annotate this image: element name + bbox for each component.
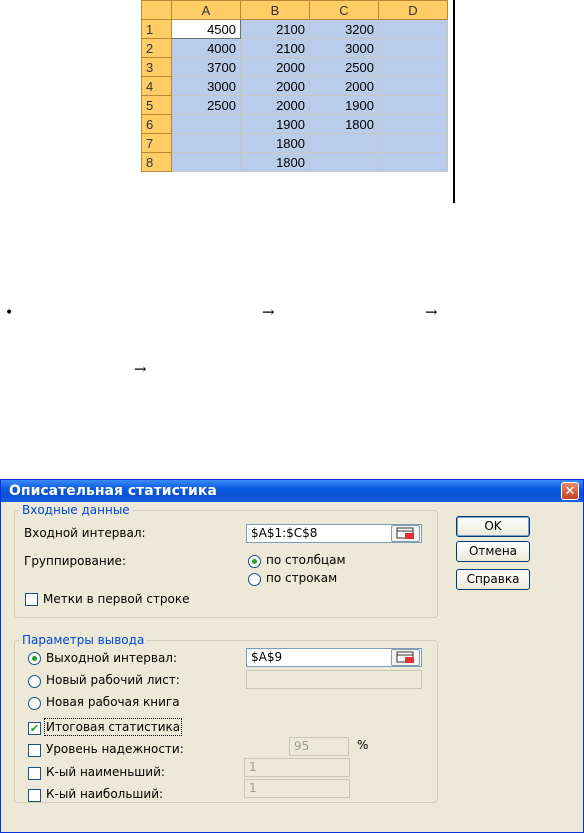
new-sheet-label[interactable]: Новый рабочий лист: xyxy=(46,673,180,687)
output-range-collapse-button[interactable] xyxy=(391,649,420,666)
cell-c1[interactable]: 3200 xyxy=(310,20,379,39)
cell-c6[interactable]: 1800 xyxy=(310,115,379,134)
row-header[interactable]: 5 xyxy=(142,96,172,115)
arrow-icon: → xyxy=(134,360,147,378)
kth-largest-label[interactable]: К-ый наибольший: xyxy=(46,787,164,801)
cell-b7[interactable]: 1800 xyxy=(241,134,310,153)
cell-a8[interactable] xyxy=(172,153,241,172)
new-sheet-name-field[interactable] xyxy=(246,670,422,689)
close-button[interactable] xyxy=(561,482,579,500)
cell-c7[interactable] xyxy=(310,134,379,153)
help-button-label: Справка xyxy=(466,572,520,586)
new-sheet-radio[interactable] xyxy=(28,675,41,688)
cell-a5[interactable]: 2500 xyxy=(172,96,241,115)
output-range-label[interactable]: Выходной интервал: xyxy=(46,651,178,665)
row-header[interactable]: 4 xyxy=(142,77,172,96)
kth-smallest-checkbox[interactable] xyxy=(28,767,41,780)
confidence-level-checkbox[interactable] xyxy=(28,744,41,757)
group-by-columns-radio[interactable] xyxy=(248,555,261,568)
input-group-legend: Входные данные xyxy=(22,503,130,517)
cell-c8[interactable] xyxy=(310,153,379,172)
cell-c2[interactable]: 3000 xyxy=(310,39,379,58)
select-all-corner[interactable] xyxy=(142,1,172,20)
new-workbook-radio[interactable] xyxy=(28,697,41,710)
cell-c3[interactable]: 2500 xyxy=(310,58,379,77)
output-range-value: $A$9 xyxy=(251,650,283,664)
ok-button-label: OK xyxy=(484,519,502,533)
input-range-label: Входной интервал: xyxy=(24,526,146,540)
cell-a3[interactable]: 3700 xyxy=(172,58,241,77)
kth-smallest-value: 1 xyxy=(249,760,257,774)
cell-a2[interactable]: 4000 xyxy=(172,39,241,58)
cell-d6[interactable] xyxy=(379,115,448,134)
kth-smallest-label[interactable]: К-ый наименьший: xyxy=(46,765,165,779)
row-header[interactable]: 6 xyxy=(142,115,172,134)
cell-d1[interactable] xyxy=(379,20,448,39)
cell-c5[interactable]: 1900 xyxy=(310,96,379,115)
cell-b8[interactable]: 1800 xyxy=(241,153,310,172)
dialog-title: Описательная статистика xyxy=(9,483,217,499)
cell-b6[interactable]: 1900 xyxy=(241,115,310,134)
cell-d4[interactable] xyxy=(379,77,448,96)
row-header[interactable]: 7 xyxy=(142,134,172,153)
close-icon: ✕ xyxy=(564,484,576,499)
kth-largest-checkbox[interactable] xyxy=(28,789,41,802)
cancel-button-label: Отмена xyxy=(468,544,518,558)
descriptive-statistics-dialog xyxy=(0,479,584,833)
percent-sign: % xyxy=(357,738,369,752)
grouping-label: Группирование: xyxy=(24,554,126,568)
cell-a6[interactable] xyxy=(172,115,241,134)
cell-c4[interactable]: 2000 xyxy=(310,77,379,96)
labels-first-row-label[interactable]: Метки в первой строке xyxy=(43,592,190,606)
confidence-level-value: 95 xyxy=(294,739,310,753)
cell-b2[interactable]: 2100 xyxy=(241,39,310,58)
spreadsheet xyxy=(141,0,455,203)
confidence-level-field[interactable] xyxy=(289,737,349,756)
column-header-d[interactable]: D xyxy=(379,1,448,20)
input-range-collapse-button[interactable] xyxy=(391,525,420,542)
kth-largest-value: 1 xyxy=(249,781,257,795)
labels-first-row-checkbox[interactable] xyxy=(25,593,38,606)
column-header-c[interactable]: C xyxy=(310,1,379,20)
group-by-rows-label[interactable]: по строкам xyxy=(266,571,338,585)
row-header[interactable]: 3 xyxy=(142,58,172,77)
output-range-radio[interactable] xyxy=(28,652,41,665)
row-header[interactable]: 8 xyxy=(142,153,172,172)
range-select-icon xyxy=(392,650,419,665)
column-header-a[interactable]: A xyxy=(172,1,241,20)
input-range-value: $A$1:$C$8 xyxy=(251,526,318,540)
range-select-icon xyxy=(392,526,419,541)
arrow-icon: → xyxy=(425,303,438,321)
cell-d2[interactable] xyxy=(379,39,448,58)
cell-d3[interactable] xyxy=(379,58,448,77)
column-header-b[interactable]: B xyxy=(241,1,310,20)
cell-b4[interactable]: 2000 xyxy=(241,77,310,96)
ok-button[interactable] xyxy=(456,516,530,537)
checkmark-icon: ✔ xyxy=(29,722,40,735)
cell-b5[interactable]: 2000 xyxy=(241,96,310,115)
bullet-marker: • xyxy=(5,305,14,321)
spreadsheet-grid xyxy=(141,0,448,172)
cell-d5[interactable] xyxy=(379,96,448,115)
arrow-icon: → xyxy=(262,303,275,321)
cell-b1[interactable]: 2100 xyxy=(241,20,310,39)
row-header[interactable]: 1 xyxy=(142,20,172,39)
cell-d8[interactable] xyxy=(379,153,448,172)
kth-smallest-field[interactable] xyxy=(244,758,350,777)
group-by-columns-label[interactable]: по столбцам xyxy=(266,553,346,567)
summary-statistics-checkbox[interactable] xyxy=(28,722,41,735)
cell-a1[interactable]: 4500 xyxy=(172,20,241,39)
group-by-rows-radio[interactable] xyxy=(248,573,261,586)
help-button[interactable] xyxy=(456,569,530,590)
output-group-legend: Параметры вывода xyxy=(22,633,145,647)
summary-statistics-label[interactable]: Итоговая статистика xyxy=(46,720,181,734)
cell-b3[interactable]: 2000 xyxy=(241,58,310,77)
dialog-title-bar[interactable] xyxy=(1,480,583,502)
row-header[interactable]: 2 xyxy=(142,39,172,58)
new-workbook-label[interactable]: Новая рабочая книга xyxy=(46,695,180,709)
cancel-button[interactable] xyxy=(456,541,530,562)
confidence-level-label[interactable]: Уровень надежности: xyxy=(46,742,184,756)
cell-d7[interactable] xyxy=(379,134,448,153)
cell-a4[interactable]: 3000 xyxy=(172,77,241,96)
kth-largest-field[interactable] xyxy=(244,779,350,798)
cell-a7[interactable] xyxy=(172,134,241,153)
